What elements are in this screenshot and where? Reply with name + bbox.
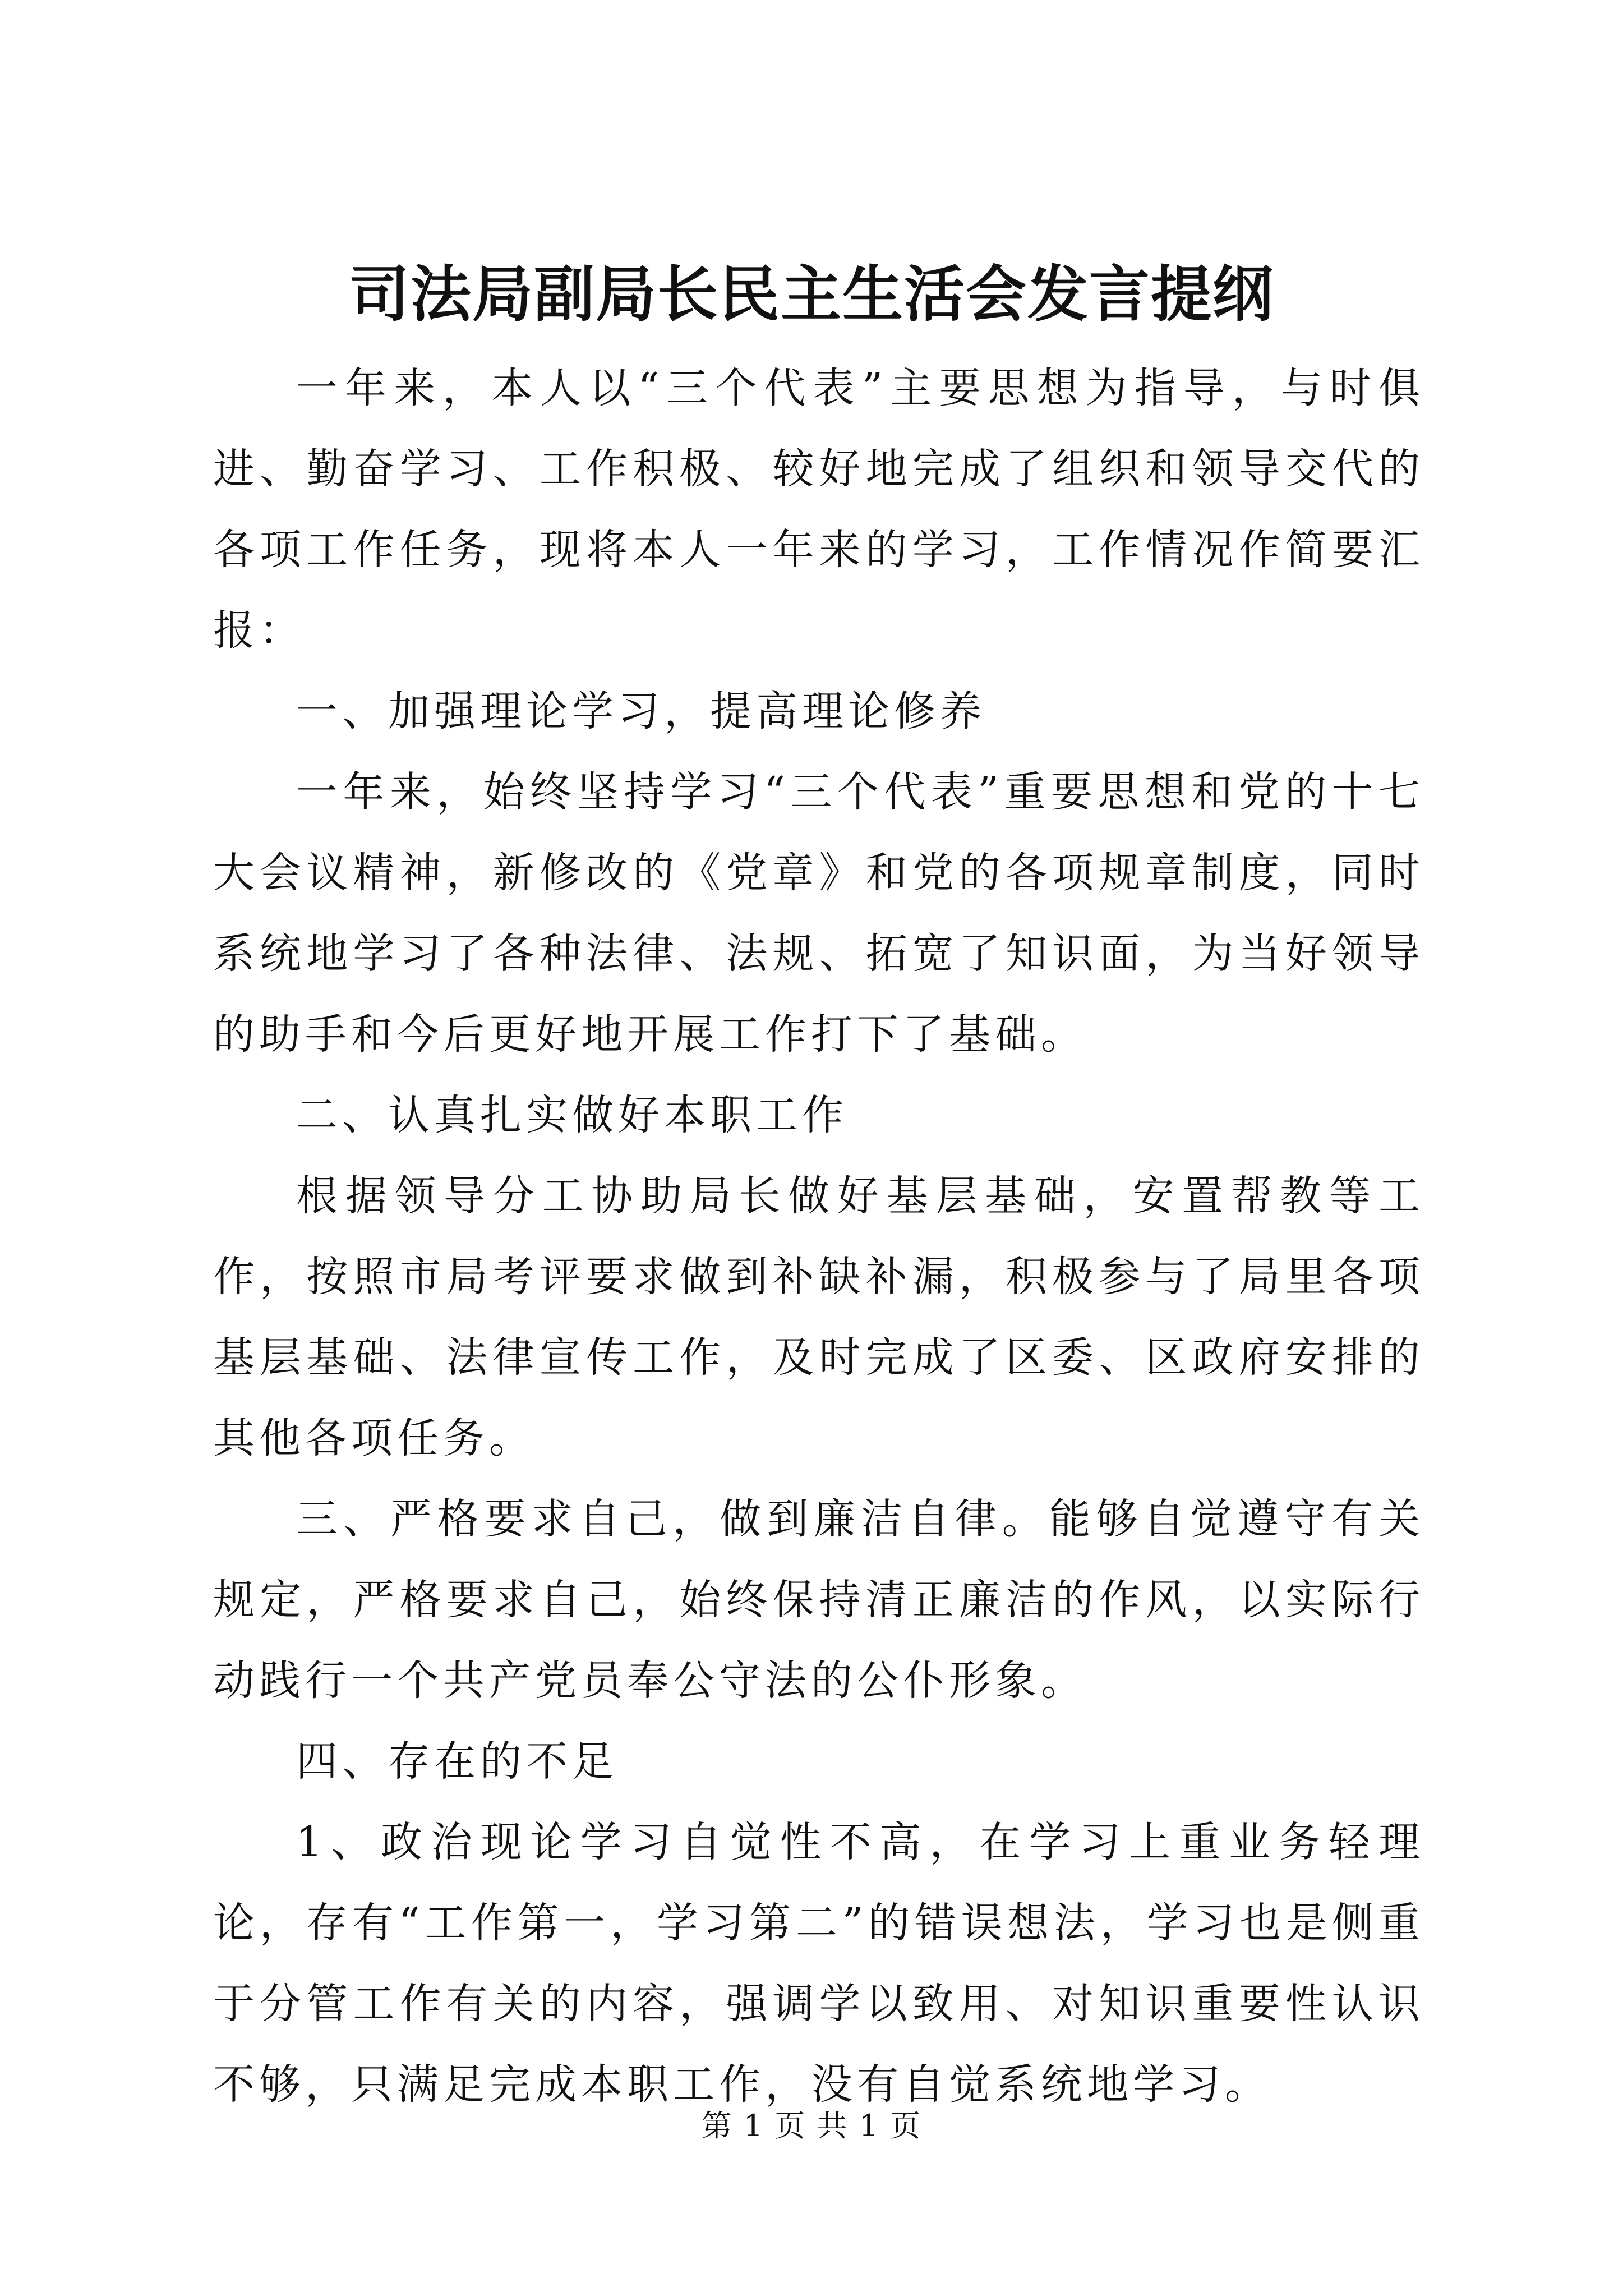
paragraph-section-4-item-1: 1、政治现论学习自觉性不高，在学习上重业务轻理论，存有“工作第一，学习第二”的错误想法，学习也是侧重于分管工作有关的内容，强调学以致用、对知识重要性认识不够，只满足完成本职工作，没有自觉系统地学习。 xyxy=(213,1818,1424,2109)
heading-section-2: 二、认真扎实做好本职工作 xyxy=(296,1091,848,1139)
document-body xyxy=(213,348,1424,2125)
paragraph-section-2: 根据领导分工协助局长做好基层基础，安置帮教等工作，按照市局考评要求做到补缺补漏，积极参与了局里各项基层基础、法律宣传工作，及时完成了区委、区政府安排的其他各项任务。 xyxy=(213,1172,1424,1462)
paragraph-intro: 一年来，本人以“三个代表”主要思想为指导，与时俱进、勤奋学习、工作积极、较好地完成了组织和领导交代的各项工作任务，现将本人一年来的学习，工作情况作简要汇报： xyxy=(213,364,1424,655)
document-title: 司法局副局长民主生活会发言提纲 xyxy=(348,259,1274,330)
paragraph-section-3: 三、严格要求自己，做到廉洁自律。能够自觉遵守有关规定，严格要求自己，始终保持清正廉洁的作风，以实际行动践行一个共产党员奉公守法的公仆形象。 xyxy=(213,1495,1424,1705)
paragraph-section-1: 一年来，始终坚持学习“三个代表”重要思想和党的十七大会议精神，新修改的《党章》和党的各项规章制度，同时系统地学习了各种法律、法规、拓宽了知识面，为当好领导的助手和今后更好地开展工作打下了基础。 xyxy=(213,768,1424,1059)
page-number-footer: 第 1 页 共 1 页 xyxy=(701,2108,922,2143)
heading-section-1: 一、加强理论学习，提高理论修养 xyxy=(296,687,986,735)
heading-section-4: 四、存在的不足 xyxy=(296,1737,618,1786)
